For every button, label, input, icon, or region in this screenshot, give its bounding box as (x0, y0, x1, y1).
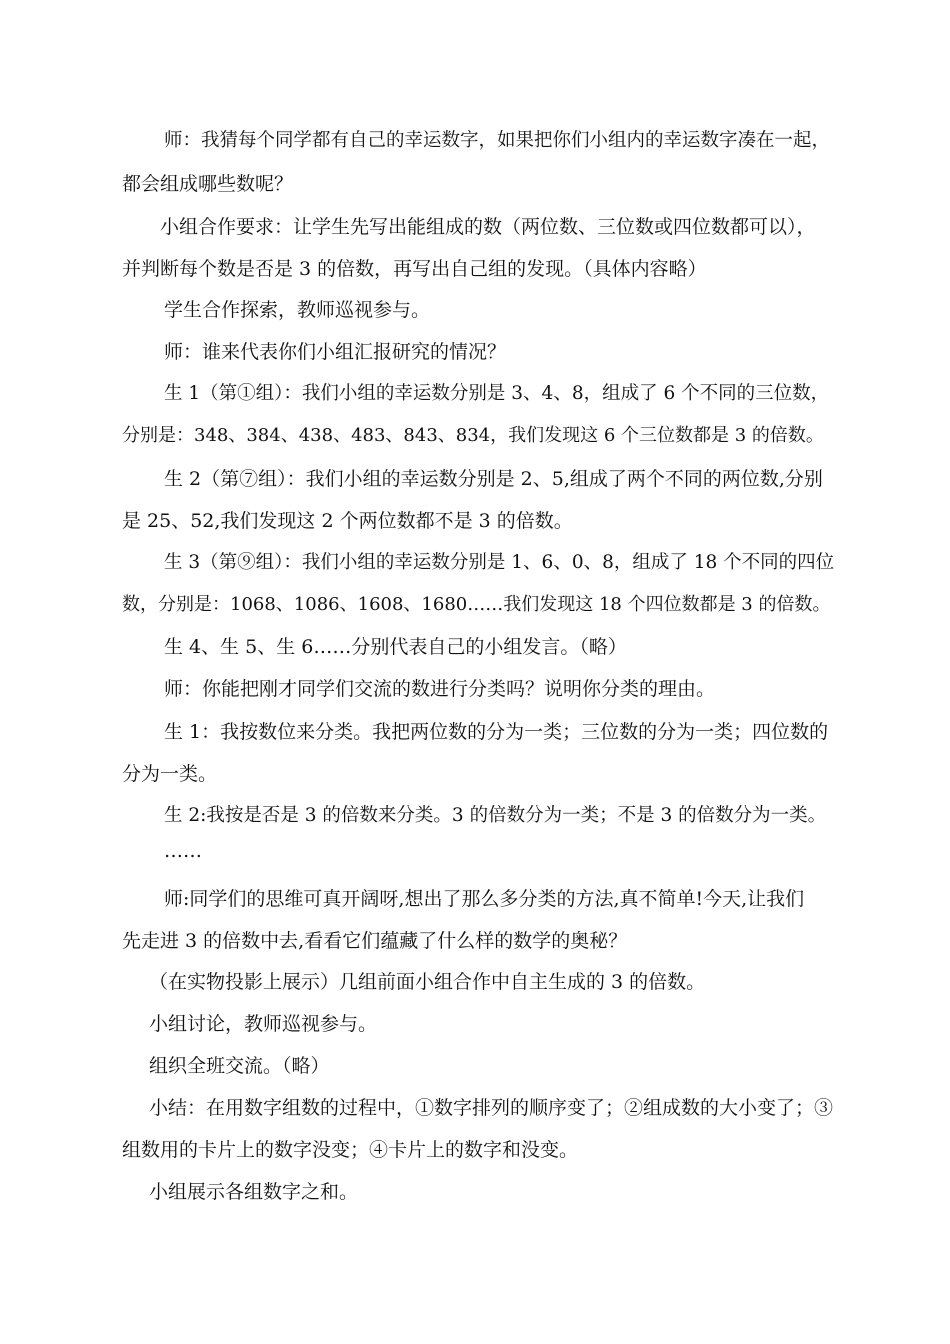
ellipsis-line: …… (164, 840, 202, 862)
text-line: 分别是：348、384、438、483、843、834，我们发现这 6 个三位数都是 3 的倍数。 (122, 425, 824, 446)
text-line: 学生合作探索，教师巡视参与。 (164, 299, 431, 321)
text-line: 生 3（第⑨组）：我们小组的幸运数分别是 1、6、0、8，组成了 18 个不同的四位 (164, 552, 835, 573)
text-line: 师：你能把刚才同学们交流的数进行分类吗？说明你分类的理由。 (164, 678, 716, 700)
text-line: 生 2（第⑦组）：我们小组的幸运数分别是 2、5,组成了两个不同的两位数,分别 (164, 468, 823, 490)
text-line: 组数用的卡片上的数字没变；④卡片上的数字和没变。 (122, 1139, 579, 1161)
text-line: 并判断每个数是否是 3 的倍数，再写出自己组的发现。（具体内容略） (122, 258, 707, 280)
text-line: 生 1（第①组）：我们小组的幸运数分别是 3、4、8，组成了 6 个不同的三位数， (164, 383, 830, 404)
text-line: 师：我猜每个同学都有自己的幸运数字，如果把你们小组内的幸运数字凑在一起， (164, 130, 831, 151)
text-line: 小结：在用数字组数的过程中，①数字排列的顺序变了；②组成数的大小变了；③ (149, 1097, 834, 1119)
text-line: 组织全班交流。（略） (149, 1055, 330, 1077)
text-line: 师：谁来代表你们小组汇报研究的情况？ (164, 341, 507, 363)
text-line: 生 1：我按数位来分类。我把两位数的分为一类；三位数的分为一类；四位数的 (164, 721, 829, 743)
text-line: 小组展示各组数字之和。 (149, 1181, 359, 1203)
text-line: （在实物投影上展示）几组前面小组合作中自主生成的 3 的倍数。 (149, 971, 706, 993)
text-line: 生 4、生 5、生 6……分别代表自己的小组发言。（略） (164, 636, 627, 658)
text-line: 师:同学们的思维可真开阔呀,想出了那么多分类的方法,真不简单!今天,让我们 (164, 888, 805, 910)
text-line: 小组合作要求：让学生先写出能组成的数（两位数、三位数或四位数都可以）， (160, 216, 816, 238)
text-line: 先走进 3 的倍数中去,看看它们蕴藏了什么样的数学的奥秘？ (122, 930, 628, 952)
text-line: 生 2:我按是否是 3 的倍数来分类。3 的倍数分为一类；不是 3 的倍数分为一类。 (164, 805, 827, 826)
text-line: 都会组成哪些数呢？ (122, 173, 294, 195)
text-line: 是 25、52,我们发现这 2 个两位数都不是 3 的倍数。 (122, 510, 573, 532)
text-line: 分为一类。 (122, 763, 218, 785)
text-line: 数，分别是：1068、1086、1608、1680……我们发现这 18 个四位数都是 3 的倍数。 (122, 594, 831, 615)
text-line: 小组讨论，教师巡视参与。 (149, 1013, 378, 1035)
